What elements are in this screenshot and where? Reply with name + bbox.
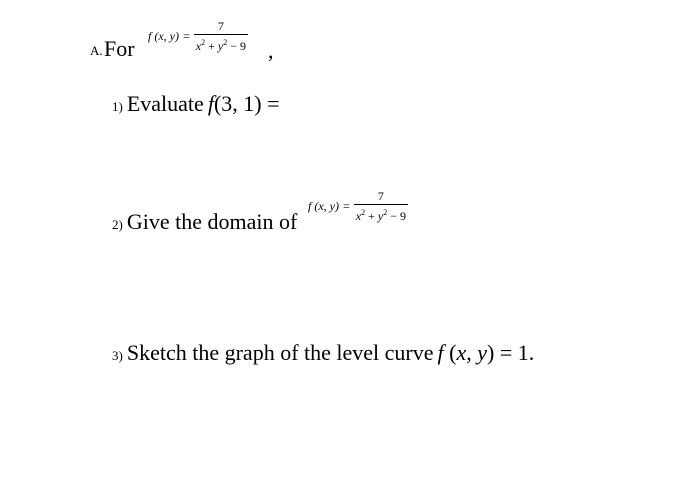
for-text: For <box>104 36 135 61</box>
formula-lhs: f (x, y) <box>148 28 179 43</box>
function-name: f <box>207 91 214 116</box>
function-name: f <box>437 340 444 365</box>
formula-eq: = <box>342 198 350 213</box>
formula-q2 <box>308 189 408 223</box>
question-text: Give the domain of <box>126 209 298 234</box>
numerator: 7 <box>217 19 224 33</box>
fraction <box>194 19 248 53</box>
question-1 <box>112 91 280 117</box>
formula-a <box>148 19 248 53</box>
part-label: A. <box>90 43 103 58</box>
formula-lhs: f (x, y) <box>308 198 339 213</box>
question-3: 3) Sketch the graph of the level curve f (x, y) = 1. <box>112 340 535 365</box>
fraction <box>354 189 408 223</box>
question-text: Evaluate <box>126 91 204 116</box>
question-number: 2) <box>112 217 123 232</box>
question-2 <box>112 209 297 235</box>
question-number: 1) <box>112 99 123 114</box>
function-args: (3, 1) = <box>213 91 280 116</box>
formula-eq: = <box>182 28 190 43</box>
denominator: $x^2 + y^2 - 9$ <box>195 38 246 53</box>
trailing-comma: , <box>268 38 274 63</box>
question-number: 3) <box>112 348 123 363</box>
question-text: Sketch the graph of the level curve <box>126 340 434 365</box>
denominator: $x^2 + y^2 - 9$ <box>355 208 406 223</box>
numerator: 7 <box>377 189 384 203</box>
